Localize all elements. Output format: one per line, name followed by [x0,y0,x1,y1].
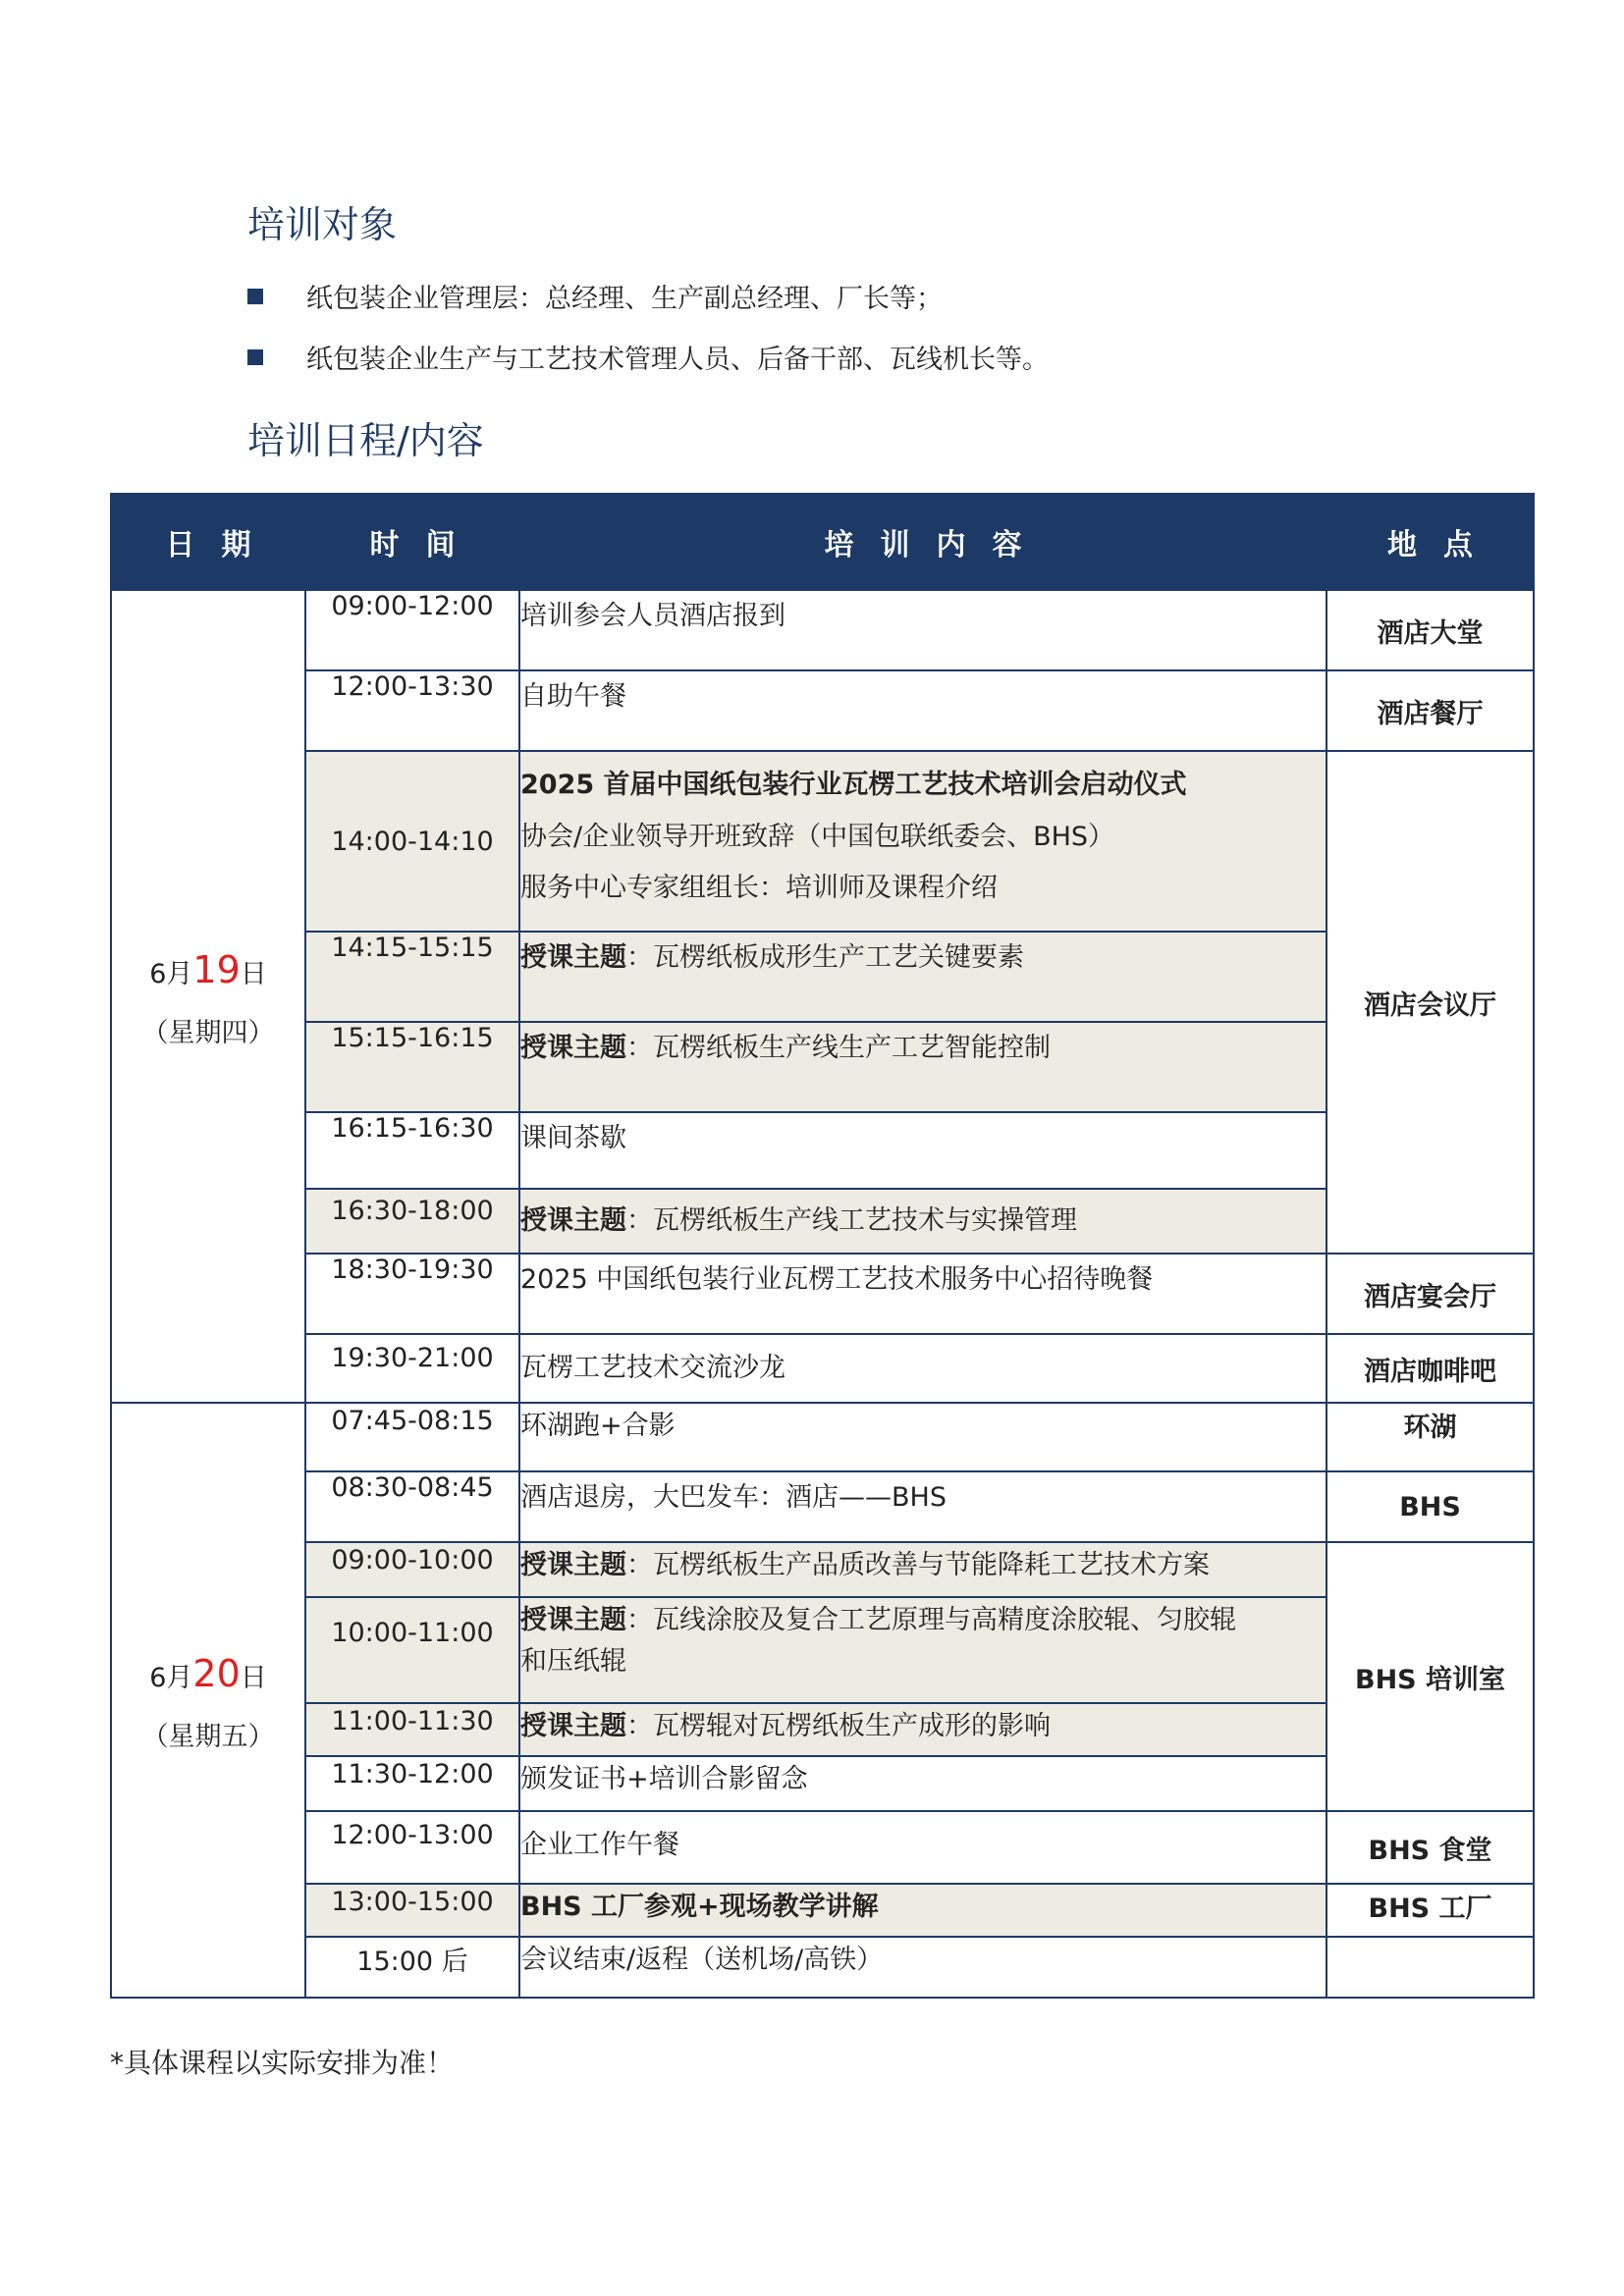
square-bullet-icon [247,289,263,304]
header-content: 培训内容 [519,494,1326,590]
square-bullet-icon [247,349,263,365]
topic-text: ：瓦楞纸板生产品质改善与节能降耗工艺技术方案 [626,1550,1210,1580]
table-row [111,1189,1534,1254]
topic-text: ：瓦楞纸板生产线工艺技术与实操管理 [626,1205,1077,1236]
topic-label: 授课主题 [520,1605,626,1635]
content-cell [519,1597,1326,1703]
table-row [111,590,1534,670]
topic-text: ：瓦楞纸板成形生产工艺关键要素 [626,942,1024,973]
time-cell: 13:00-15:00 [305,1884,519,1937]
date-suffix: 日 [240,959,267,989]
content-cell [519,1189,1326,1254]
content-cell: 酒店退房，大巴发车：酒店——BHS [519,1471,1326,1542]
content-cell: 颁发证书+培训合影留念 [519,1756,1326,1811]
venue-cell: 环湖 [1326,1403,1534,1471]
time-cell: 14:00-14:10 [305,751,519,932]
content-line: 协会/企业领导开班致辞（中国包联纸委会、BHS） [520,821,1115,852]
table-row [111,1334,1534,1403]
topic-label: 授课主题 [520,1205,626,1236]
topic-label: 授课主题 [520,1033,626,1063]
table-row [111,1597,1534,1703]
content-cell: 培训参会人员酒店报到 [519,590,1326,670]
topic-text: ：瓦楞纸板生产线生产工艺智能控制 [626,1033,1051,1063]
section-title-schedule: 培训日程/内容 [247,419,484,462]
table-row [111,1884,1534,1937]
time-cell: 15:00 后 [305,1937,519,1998]
list-item [247,338,1049,376]
content-cell [519,751,1326,932]
venue-cell: 酒店餐厅 [1326,670,1534,751]
content-cell: BHS 工厂参观+现场教学讲解 [519,1884,1326,1937]
time-cell: 16:30-18:00 [305,1189,519,1254]
time-cell: 10:00-11:00 [305,1597,519,1703]
topic-label: 授课主题 [520,1711,626,1741]
time-cell: 11:00-11:30 [305,1703,519,1756]
content-cell: 企业工作午餐 [519,1811,1326,1884]
table-row [111,1542,1534,1597]
schedule-table [110,493,1535,1999]
content-cell: 会议结束/返程（送机场/高铁） [519,1937,1326,1998]
venue-cell: BHS [1326,1471,1534,1542]
table-row [111,1811,1534,1884]
opening-ceremony-title: 2025 首届中国纸包装行业瓦楞工艺技术培训会启动仪式 [520,770,1187,800]
section-title-audience: 培训对象 [247,203,398,246]
date-suffix: 日 [240,1663,267,1693]
venue-cell: 酒店宴会厅 [1326,1254,1534,1334]
content-line: 和压纸辊 [520,1645,626,1677]
table-row [111,670,1534,751]
time-cell: 12:00-13:30 [305,670,519,751]
table-row [111,1937,1534,1998]
topic-label: 授课主题 [520,1550,626,1580]
venue-cell [1326,1937,1534,1998]
time-cell: 09:00-10:00 [305,1542,519,1597]
time-cell: 14:15-15:15 [305,932,519,1022]
header-venue: 地点 [1326,494,1534,590]
time-cell: 07:45-08:15 [305,1403,519,1471]
date-month: 6月 [149,959,193,989]
venue-cell: BHS 工厂 [1326,1884,1534,1937]
content-line [520,1600,1326,1641]
table-row [111,1112,1534,1189]
topic-text: ：瓦线涂胶及复合工艺原理与高精度涂胶辊、匀胶辊 [626,1605,1236,1635]
table-row [111,1703,1534,1756]
table-row [111,1022,1534,1112]
date-cell-day1 [111,590,305,1403]
table-row [111,1254,1534,1334]
date-weekday: （星期五） [141,1722,275,1752]
header-date: 日期 [111,494,305,590]
time-cell: 09:00-12:00 [305,590,519,670]
table-row [111,932,1534,1022]
time-cell: 08:30-08:45 [305,1471,519,1542]
content-cell: 课间茶歇 [519,1112,1326,1189]
venue-cell: 酒店咖啡吧 [1326,1334,1534,1403]
topic-text: ：瓦楞辊对瓦楞纸板生产成形的影响 [626,1711,1051,1741]
time-cell: 11:30-12:00 [305,1756,519,1811]
list-item-text: 纸包装企业生产与工艺技术管理人员、后备干部、瓦线机长等。 [306,345,1049,375]
venue-cell: 酒店会议厅 [1326,751,1534,1254]
venue-cell: BHS 食堂 [1326,1811,1534,1884]
content-cell: 瓦楞工艺技术交流沙龙 [519,1334,1326,1403]
table-row [111,1403,1534,1471]
table-row [111,751,1534,932]
venue-cell: BHS 培训室 [1326,1542,1534,1811]
content-line: 服务中心专家组组长：培训师及课程介绍 [520,873,998,904]
header-time: 时间 [305,494,519,590]
content-cell: 2025 中国纸包装行业瓦楞工艺技术服务中心招待晚餐 [519,1254,1326,1334]
content-cell: 环湖跑+合影 [519,1403,1326,1471]
content-cell [519,1703,1326,1756]
time-cell: 18:30-19:30 [305,1254,519,1334]
venue-cell: 酒店大堂 [1326,590,1534,670]
content-cell: 自助午餐 [519,670,1326,751]
date-day: 19 [192,948,241,991]
date-day: 20 [192,1652,241,1695]
table-header-row [111,494,1534,590]
time-cell: 15:15-16:15 [305,1022,519,1112]
date-weekday: （星期四） [141,1018,275,1048]
date-month: 6月 [149,1663,193,1693]
table-row [111,1471,1534,1542]
list-item-text: 纸包装企业管理层：总经理、生产副总经理、厂长等； [306,284,943,314]
content-cell [519,1022,1326,1112]
table-row [111,1756,1534,1811]
content-cell [519,932,1326,1022]
topic-label: 授课主题 [520,942,626,973]
list-item [247,277,943,315]
time-cell: 12:00-13:00 [305,1811,519,1884]
content-cell [519,1542,1326,1597]
time-cell: 16:15-16:30 [305,1112,519,1189]
time-cell: 19:30-21:00 [305,1334,519,1403]
date-cell-day2 [111,1403,305,1998]
footnote: *具体课程以实际安排为准！ [110,2047,455,2079]
